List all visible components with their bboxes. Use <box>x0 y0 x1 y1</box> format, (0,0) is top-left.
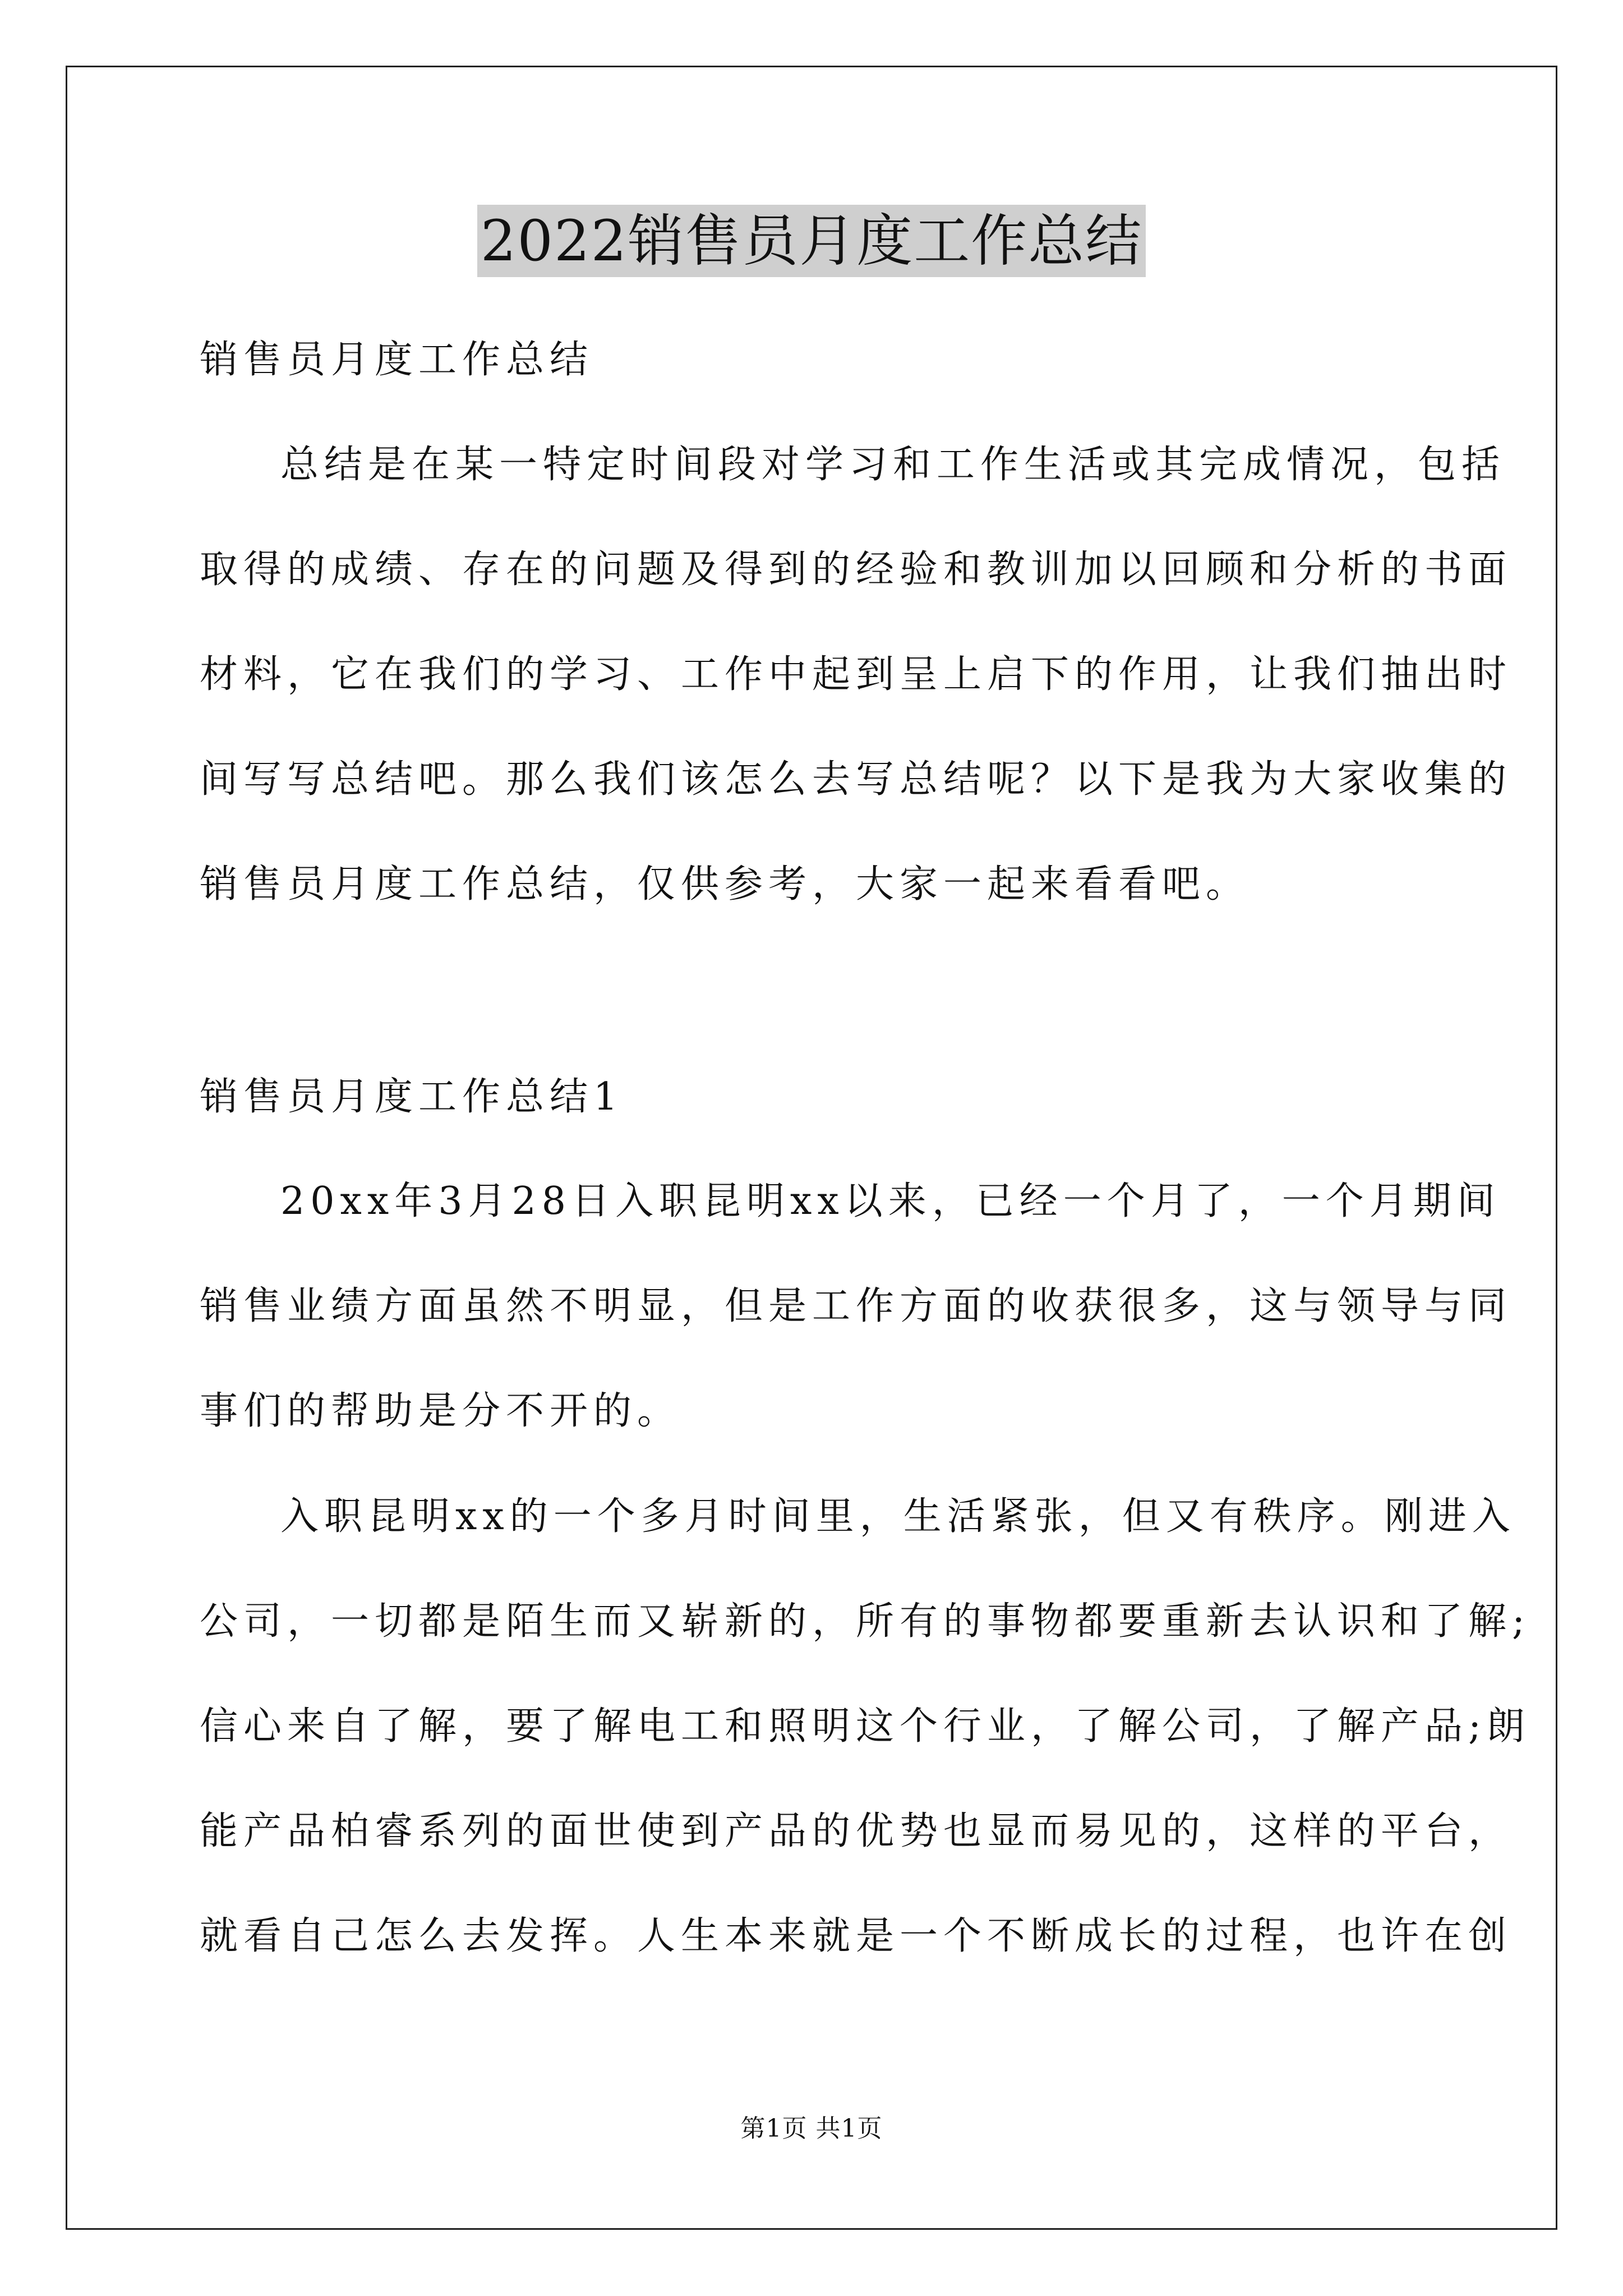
document-title <box>0 199 1623 283</box>
paragraph-line: 材料，它在我们的学习、工作中起到呈上启下的作用，让我们抽出时 <box>200 652 1513 697</box>
intro-paragraph <box>200 412 1513 937</box>
section1-paragraph-2 <box>200 1464 1530 1989</box>
document-subtitle <box>200 307 1433 412</box>
page-footer <box>0 2112 1623 2146</box>
section1-paragraph-1 <box>200 1149 1513 1464</box>
subtitle-line: 销售员月度工作总结 <box>200 338 594 382</box>
section-heading-text: 销售员月度工作总结1 <box>200 1075 624 1119</box>
paragraph-line: 间写写总结吧。那么我们该怎么去写总结呢？以下是我为大家收集的 <box>200 757 1513 802</box>
paragraph-line: 销售员月度工作总结，仅供参考，大家一起来看看吧。 <box>200 862 1250 907</box>
paragraph-line: 销售业绩方面虽然不明显，但是工作方面的收获很多，这与领导与同 <box>200 1284 1513 1328</box>
document-title-text: 2022销售员月度工作总结 <box>477 205 1146 277</box>
page-number-text: 第1页 共1页 <box>740 2114 883 2143</box>
paragraph-line: 能产品柏睿系列的面世使到产品的优势也显而易见的，这样的平台， <box>200 1809 1513 1853</box>
paragraph-line: 入职昆明xx的一个多月时间里，生活紧张，但又有秩序。刚进入 <box>280 1494 1516 1539</box>
paragraph-line: 信心来自了解，要了解电工和照明这个行业，了解公司，了解产品;朗 <box>200 1704 1530 1749</box>
paragraph-line: 取得的成绩、存在的问题及得到的经验和教训加以回顾和分析的书面 <box>200 547 1513 592</box>
paragraph-line: 事们的帮助是分不开的。 <box>200 1389 681 1433</box>
paragraph-line: 20xx年3月28日入职昆明xx以来，已经一个月了，一个月期间 <box>280 1179 1501 1223</box>
section-heading <box>200 1045 1433 1149</box>
paragraph-line: 总结是在某一特定时间段对学习和工作生活或其完成情况，包括 <box>280 443 1506 487</box>
paragraph-line: 公司，一切都是陌生而又崭新的，所有的事物都要重新去认识和了解; <box>200 1599 1530 1644</box>
paragraph-line: 就看自己怎么去发挥。人生本来就是一个不断成长的过程，也许在创 <box>200 1914 1513 1958</box>
